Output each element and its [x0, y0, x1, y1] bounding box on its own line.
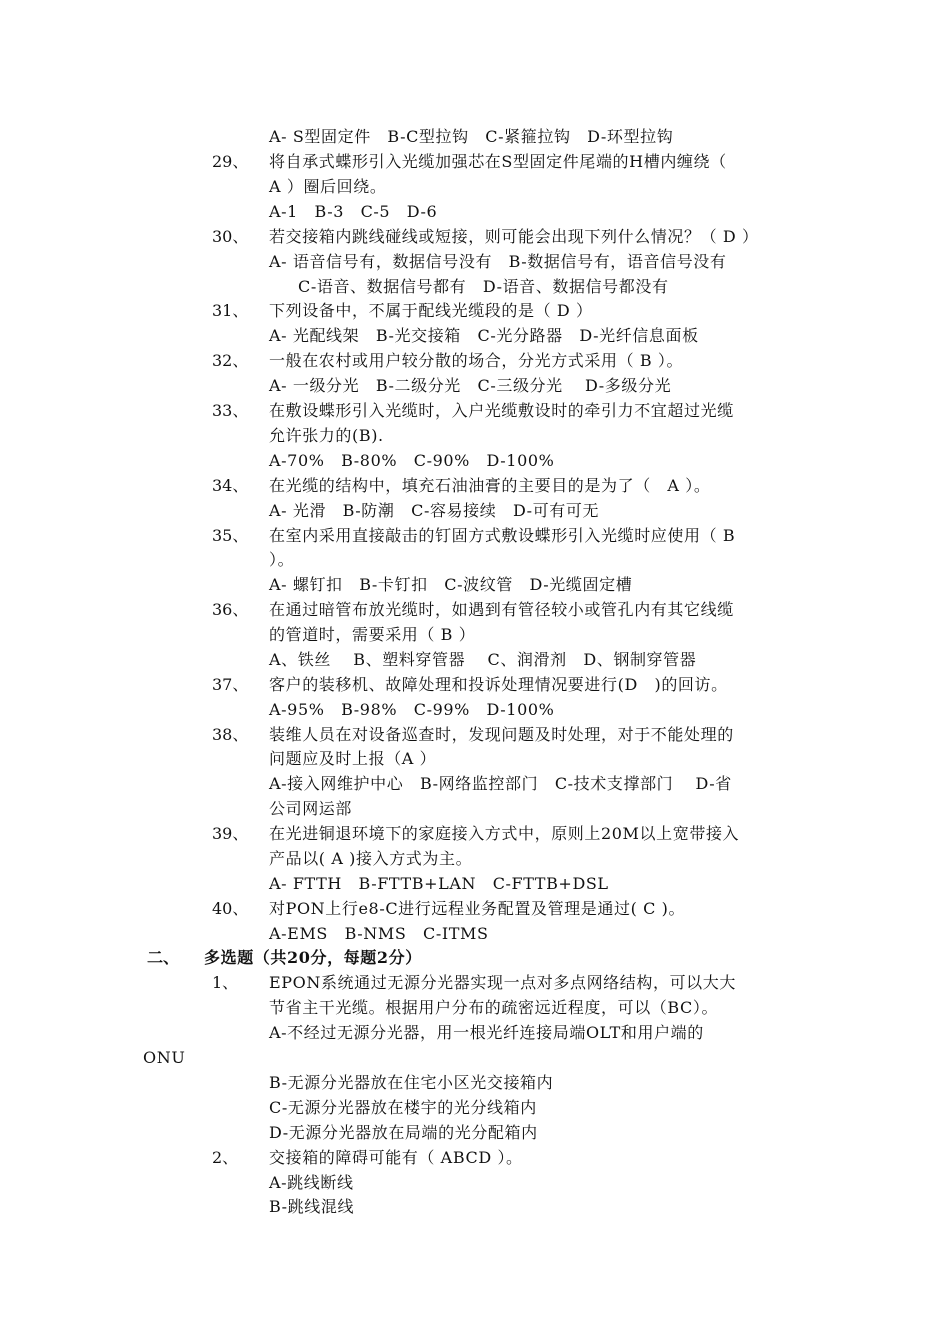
question-30-options: A- 语音信号有，数据信号没有 B-数据信号有，语音信号没有: [269, 252, 727, 271]
multi-question-1-option-a-cont: ONU: [143, 1048, 186, 1067]
question-32-options: A- 一级分光 B-二级分光 C-三级分光 D-多级分光: [269, 376, 672, 395]
question-35-text: 在室内采用直接敲击的钉固方式敷设蝶形引入光缆时应使用（ B: [269, 526, 736, 545]
question-34-text: 在光缆的结构中，填充石油油膏的主要目的是为了（ A ）。: [269, 476, 711, 495]
question-37-options: A-95% B-98% C-99% D-100%: [269, 700, 555, 719]
multi-question-1-option-b: B-无源分光器放在住宅小区光交接箱内: [269, 1073, 554, 1092]
question-30-number: 30、: [212, 227, 249, 246]
question-29-text-cont: A ）圈后回绕。: [269, 177, 387, 196]
question-40-number: 40、: [212, 899, 249, 918]
question-38-text-cont: 问题应及时上报（A ）: [269, 749, 437, 768]
question-36-options: A、铁丝 B、塑料穿管器 C、润滑剂 D、钢制穿管器: [269, 650, 697, 669]
question-29-number: 29、: [212, 152, 249, 171]
question-31-options: A- 光配线架 B-光交接箱 C-光分路器 D-光纤信息面板: [269, 326, 699, 345]
question-36-text-cont: 的管道时，需要采用（ B ）: [269, 625, 476, 644]
multi-question-1-option-c: C-无源分光器放在楼宇的光分线箱内: [269, 1098, 537, 1117]
question-35-number: 35、: [212, 526, 249, 545]
question-31-number: 31、: [212, 301, 249, 320]
question-30-options-cont: C-语音、数据信号都有 D-语音、数据信号都没有: [298, 277, 669, 296]
question-38-options: A-接入网维护中心 B-网络监控部门 C-技术支撑部门 D-省: [269, 774, 732, 793]
question-39-options: A- FTTH B-FTTB+LAN C-FTTB+DSL: [269, 874, 609, 893]
question-40-options: A-EMS B-NMS C-ITMS: [269, 924, 489, 943]
question-29-text: 将自承式蝶形引入光缆加强芯在S型固定件尾端的H槽内缠绕（: [269, 152, 727, 171]
question-39-text: 在光进铜退环境下的家庭接入方式中，原则上20M以上宽带接入: [269, 824, 740, 843]
question-38-number: 38、: [212, 725, 249, 744]
question-36-text: 在通过暗管布放光缆时，如遇到有管径较小或管孔内有其它线缆: [269, 600, 734, 619]
question-33-number: 33、: [212, 401, 249, 420]
question-37-text: 客户的装移机、故障处理和投诉处理情况要进行(D )的回访。: [269, 675, 728, 694]
question-34-number: 34、: [212, 476, 249, 495]
multi-question-1-text-cont: 节省主干光缆。根据用户分布的疏密远近程度，可以（BC）。: [269, 998, 719, 1017]
question-39-text-cont: 产品以( A )接入方式为主。: [269, 849, 473, 868]
question-37-number: 37、: [212, 675, 249, 694]
multi-question-2-option-b: B-跳线混线: [269, 1197, 355, 1216]
question-33-text-cont: 允许张力的(B).: [269, 426, 384, 445]
question-39-number: 39、: [212, 824, 249, 843]
question-30-text: 若交接箱内跳线碰线或短接，则可能会出现下列什么情况？（ D ）: [269, 227, 759, 246]
multi-question-1-option-a: A-不经过无源分光器，用一根光纤连接局端OLT和用户端的: [269, 1023, 704, 1042]
question-28-options: A- S型固定件 B-C型拉钩 C-紧箍拉钩 D-环型拉钩: [269, 127, 674, 146]
question-32-text: 一般在农村或用户较分散的场合，分光方式采用（ B ）。: [269, 351, 684, 370]
multi-question-1-text: EPON系统通过无源分光器实现一点对多点网络结构，可以大大: [269, 973, 736, 992]
section-2-number: 二、: [147, 948, 180, 967]
question-35-text-cont: ）。: [269, 550, 295, 569]
question-36-number: 36、: [212, 600, 249, 619]
question-33-text: 在敷设蝶形引入光缆时，入户光缆敷设时的牵引力不宜超过光缆: [269, 401, 734, 420]
question-29-options: A-1 B-3 C-5 D-6: [269, 202, 438, 221]
multi-question-1-option-d: D-无源分光器放在局端的光分配箱内: [269, 1123, 538, 1142]
multi-question-2-text: 交接箱的障碍可能有（ ABCD ）。: [269, 1148, 523, 1167]
question-38-text: 装维人员在对设备巡查时，发现问题及时处理，对于不能处理的: [269, 725, 734, 744]
question-38-options-cont: 公司网运部: [269, 799, 353, 818]
question-40-text: 对PON上行e8-C进行远程业务配置及管理是通过( C )。: [269, 899, 686, 918]
multi-question-2-option-a: A-跳线断线: [269, 1173, 354, 1192]
question-32-number: 32、: [212, 351, 249, 370]
question-35-options: A- 螺钉扣 B-卡钉扣 C-波纹管 D-光缆固定槽: [269, 575, 633, 594]
question-31-text: 下列设备中，不属于配线光缆段的是（ D ）: [269, 301, 593, 320]
question-33-options: A-70% B-80% C-90% D-100%: [269, 451, 555, 470]
question-34-options: A- 光滑 B-防潮 C-容易接续 D-可有可无: [269, 501, 600, 520]
multi-question-2-number: 2、: [212, 1148, 239, 1167]
section-2-title: 多选题（共20分，每题2分）: [204, 948, 422, 967]
multi-question-1-number: 1、: [212, 973, 239, 992]
